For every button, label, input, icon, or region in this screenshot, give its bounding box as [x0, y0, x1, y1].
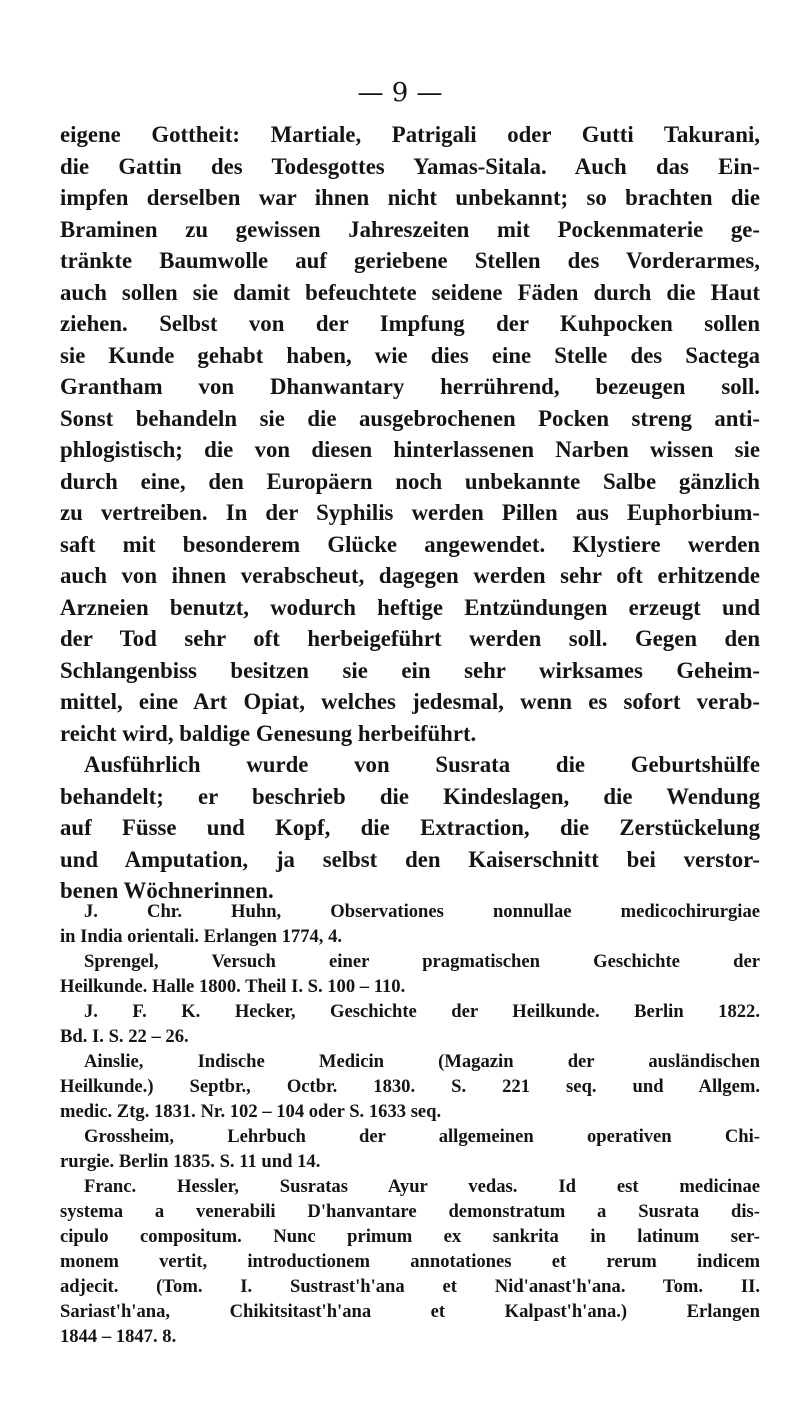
- text-line: ziehen. Selbst von der Impfung der Kuhpocken sollen: [60, 311, 760, 336]
- text-line: Braminen zu gewissen Jahreszeiten mit Pockenmaterie ge-: [60, 216, 760, 242]
- note-line: 1844 – 1847. 8.: [60, 1326, 177, 1347]
- note-line: systema a venerabili D'hanvantare demonstratum a Susrata dis-: [60, 1201, 760, 1222]
- text-line: mittel, eine Art Opiat, welches jedesmal, wenn es sofort verab-: [60, 689, 760, 714]
- text-line: reicht wird, baldige Genesung herbeiführt.: [60, 720, 477, 746]
- text-line: saft mit besonderem Glücke angewendet. Klystiere werden: [60, 531, 760, 557]
- text-line: Grantham von Dhanwantary herrührend, bezeugen soll.: [60, 374, 760, 399]
- text-line: die Gattin des Todesgottes Yamas-Sitala. Auch das Ein-: [60, 153, 760, 179]
- text-line: Schlangenbiss besitzen sie ein sehr wirksames Geheim-: [60, 657, 760, 683]
- note-line: monem vertit, introductionem annotationes et rerum indicem: [60, 1251, 760, 1272]
- text-line: Ausführlich wurde von Susrata die Geburtshülfe: [84, 752, 760, 777]
- note-line: Sariast'h'ana, Chikitsitast'h'ana et Kalpast'h'ana.) Erlangen: [60, 1301, 760, 1322]
- text-line: tränkte Baumwolle auf geriebene Stellen des Vorderarmes,: [60, 248, 760, 273]
- text-line: Arzneien benutzt, wodurch heftige Entzündungen erzeugt und: [60, 594, 760, 620]
- text-line: auf Füsse und Kopf, die Extraction, die Zerstückelung: [60, 815, 760, 840]
- note-line: Heilkunde. Halle 1800. Theil I. S. 100 – 110.: [60, 976, 406, 997]
- note-line: Heilkunde.) Septbr., Octbr. 1830. S. 221 seq. und Allgem.: [60, 1076, 760, 1097]
- note-line: J. Chr. Huhn, Observationes nonnullae medicochirurgiae: [84, 901, 760, 922]
- note-line: Franc. Hessler, Susratas Ayur vedas. Id est medicinae: [84, 1176, 760, 1197]
- note-line: in India orientali. Erlangen 1774, 4.: [60, 926, 343, 947]
- main-text: [60, 119, 760, 907]
- text-line: auch sollen sie damit befeuchtete seidene Fäden durch die Haut: [60, 279, 760, 305]
- text-line: der Tod sehr oft herbeigeführt werden soll. Gegen den: [60, 626, 760, 651]
- text-line: impfen derselben war ihnen nicht unbekannt; so brachten die: [60, 185, 760, 210]
- text-line: auch von ihnen verabscheut, dagegen werden sehr oft erhitzende: [60, 563, 760, 588]
- text-line: und Amputation, ja selbst den Kaiserschnitt bei verstor-: [60, 846, 760, 872]
- note-line: rurgie. Berlin 1835. S. 11 und 14.: [60, 1151, 321, 1172]
- page-number: — 9 —: [357, 78, 443, 108]
- note-line: Grossheim, Lehrbuch der allgemeinen operativen Chi-: [84, 1126, 760, 1147]
- note-line: cipulo compositum. Nunc primum ex sankrita in latinum ser-: [60, 1226, 760, 1247]
- text-line: zu vertreiben. In der Syphilis werden Pillen aus Euphorbium-: [60, 500, 760, 525]
- note-line: Sprengel, Versuch einer pragmatischen Geschichte der: [84, 951, 760, 972]
- text-line: phlogistisch; die von diesen hinterlassenen Narben wissen sie: [60, 437, 760, 462]
- note-line: medic. Ztg. 1831. Nr. 102 – 104 oder S. 1633 seq.: [60, 1101, 442, 1122]
- bibliography-notes: [60, 899, 760, 1349]
- text-line: durch eine, den Europäern noch unbekannte Salbe gänzlich: [60, 468, 760, 494]
- text-line: eigene Gottheit: Martiale, Patrigali oder Gutti Takurani,: [60, 122, 760, 147]
- note-line: adjecit. (Tom. I. Sustrast'h'ana et Nid'anast'h'ana. Tom. II.: [60, 1276, 760, 1297]
- text-line: Sonst behandeln sie die ausgebrochenen Pocken streng anti-: [60, 405, 760, 431]
- note-line: J. F. K. Hecker, Geschichte der Heilkunde. Berlin 1822.: [84, 1001, 760, 1022]
- note-line: Ainslie, Indische Medicin (Magazin der ausländischen: [84, 1051, 760, 1072]
- note-line: Bd. I. S. 22 – 26.: [60, 1026, 189, 1047]
- text-line: sie Kunde gehabt haben, wie dies eine Stelle des Sactega: [60, 342, 760, 368]
- text-line: behandelt; er beschrieb die Kindeslagen, die Wendung: [60, 783, 760, 809]
- text-line: benen Wöchnerinnen.: [60, 878, 274, 903]
